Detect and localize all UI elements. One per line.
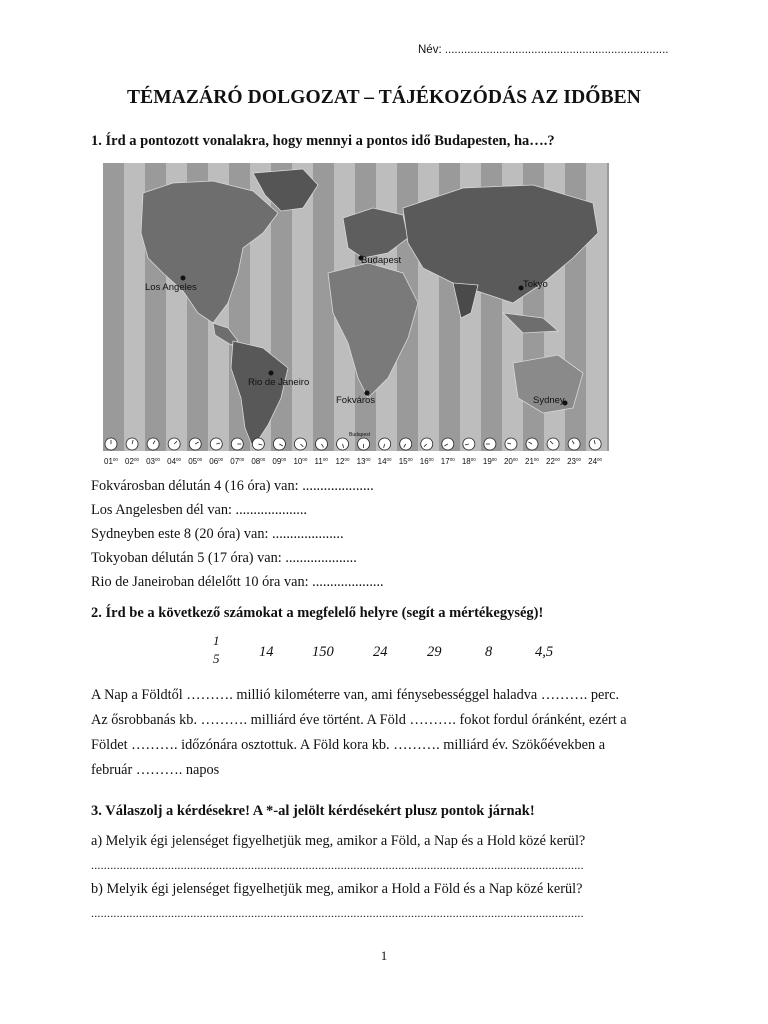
city-label-rio-de-janeiro: Rio de Janeiro xyxy=(248,377,310,388)
number-choice: 8 xyxy=(485,644,493,660)
q3-answer-line-b[interactable]: .......................................................................................................................................................... xyxy=(91,906,584,920)
hour-label: $16^{00}$ xyxy=(419,457,434,466)
number-choice: 4,5 xyxy=(535,644,554,660)
q1-line-tokyo[interactable]: Tokyoban délután 5 (17 óra) van: .................... xyxy=(91,550,357,566)
q3-question-a: a) Melyik égi jelenséget figyelhetjük meg, amikor a Föld, a Nap és a Hold közé kerül? xyxy=(91,833,586,849)
hour-label: $06^{00}$ xyxy=(209,457,224,466)
time-zone-map xyxy=(103,163,609,468)
hour-label: $18^{00}$ xyxy=(461,457,476,466)
hour-label: $04^{00}$ xyxy=(167,457,182,466)
hour-label: $11^{00}$ xyxy=(314,457,328,466)
q2-paragraph-line[interactable]: Földet ………. időzónára osztottuk. A Föld kora kb. ………. milliárd év. Szökőévekben a xyxy=(91,737,606,753)
question-2-heading: 2. Írd be a következő számokat a megfelelő helyre (segít a mértékegység)! xyxy=(91,605,544,621)
hour-label: $02^{00}$ xyxy=(125,457,139,466)
q2-paragraph-line[interactable]: február ………. napos xyxy=(91,762,220,778)
hour-label: $10^{00}$ xyxy=(293,457,308,466)
number-choice: 150 xyxy=(312,644,334,660)
hour-label: $07^{00}$ xyxy=(230,457,245,466)
hour-label: $03^{00}$ xyxy=(146,457,161,466)
hour-label: $09^{00}$ xyxy=(272,457,287,466)
hour-label: $13^{00}$ xyxy=(356,457,371,466)
city-label-los-angeles: Los Angeles xyxy=(145,282,197,293)
hour-label: $01^{00}$ xyxy=(104,457,118,466)
hour-label: $24^{00}$ xyxy=(588,457,603,466)
hour-label: $14^{00}$ xyxy=(377,457,392,466)
q1-line-sydney[interactable]: Sydneyben este 8 (20 óra) van: .................... xyxy=(91,526,344,542)
fraction-denominator: 5 xyxy=(213,651,220,666)
clock-icon xyxy=(337,438,349,450)
hour-label: $22^{00}$ xyxy=(546,457,560,466)
number-choice: 14 xyxy=(259,644,274,660)
hour-label: $15^{00}$ xyxy=(398,457,413,466)
number-choice: 29 xyxy=(427,644,442,660)
hour-label: $20^{00}$ xyxy=(503,457,518,466)
q2-paragraph-line[interactable]: A Nap a Földtől ………. millió kilométerre van, ami fénysebességgel haladva ………. perc. xyxy=(91,687,620,703)
hour-label: $08^{00}$ xyxy=(251,457,266,466)
question-3-heading: 3. Válaszolj a kérdésekre! A *-al jelölt kérdésekért plusz pontok járnak! xyxy=(91,803,535,819)
fraction-choice xyxy=(213,632,220,668)
q1-line-los-angeles[interactable]: Los Angelesben dél van: .................... xyxy=(91,502,308,518)
number-choice: 24 xyxy=(373,644,388,660)
city-label-fokvaros: Fokváros xyxy=(336,395,376,406)
q3-question-b: b) Melyik égi jelenséget figyelhetjük meg, amikor a Hold a Föld és a Nap közé kerül? xyxy=(91,881,583,897)
q1-line-rio[interactable]: Rio de Janeiroban délelőtt 10 óra van: .................... xyxy=(91,574,384,590)
q1-line-fokvaros[interactable]: Fokvárosban délután 4 (16 óra) van: .................... xyxy=(91,478,374,494)
clock-label-budapest: Budapest xyxy=(349,432,371,438)
city-label-budapest: Budapest xyxy=(361,255,402,266)
hour-label: $12^{00}$ xyxy=(335,457,350,466)
question-1-heading: 1. Írd a pontozott vonalakra, hogy mennyi a pontos idő Budapesten, ha….? xyxy=(91,133,555,149)
page-number: 1 xyxy=(380,948,388,963)
q3-answer-line-a[interactable]: .......................................................................................................................................................... xyxy=(91,858,584,872)
q2-paragraph-line[interactable]: Az ősrobbanás kb. ………. milliárd éve történt. A Föld ………. fokot fordul óránként, ezért a xyxy=(91,712,627,728)
city-label-tokyo: Tokyo xyxy=(523,279,548,290)
hour-label: $05^{00}$ xyxy=(188,457,203,466)
hour-label: $17^{00}$ xyxy=(440,457,455,466)
name-field-line[interactable]: Név: ...................................................................... xyxy=(418,44,669,56)
hour-label: $23^{00}$ xyxy=(567,457,582,466)
fraction-numerator: 1 xyxy=(213,633,220,648)
clock-icon xyxy=(589,438,601,450)
hour-label: $21^{00}$ xyxy=(525,457,539,466)
city-label-sydney: Sydney xyxy=(533,395,565,406)
page-title: TÉMAZÁRÓ DOLGOZAT – TÁJÉKOZÓDÁS AZ IDŐBEN xyxy=(127,87,641,108)
hour-label: $19^{00}$ xyxy=(482,457,497,466)
clock-icon xyxy=(168,438,180,450)
